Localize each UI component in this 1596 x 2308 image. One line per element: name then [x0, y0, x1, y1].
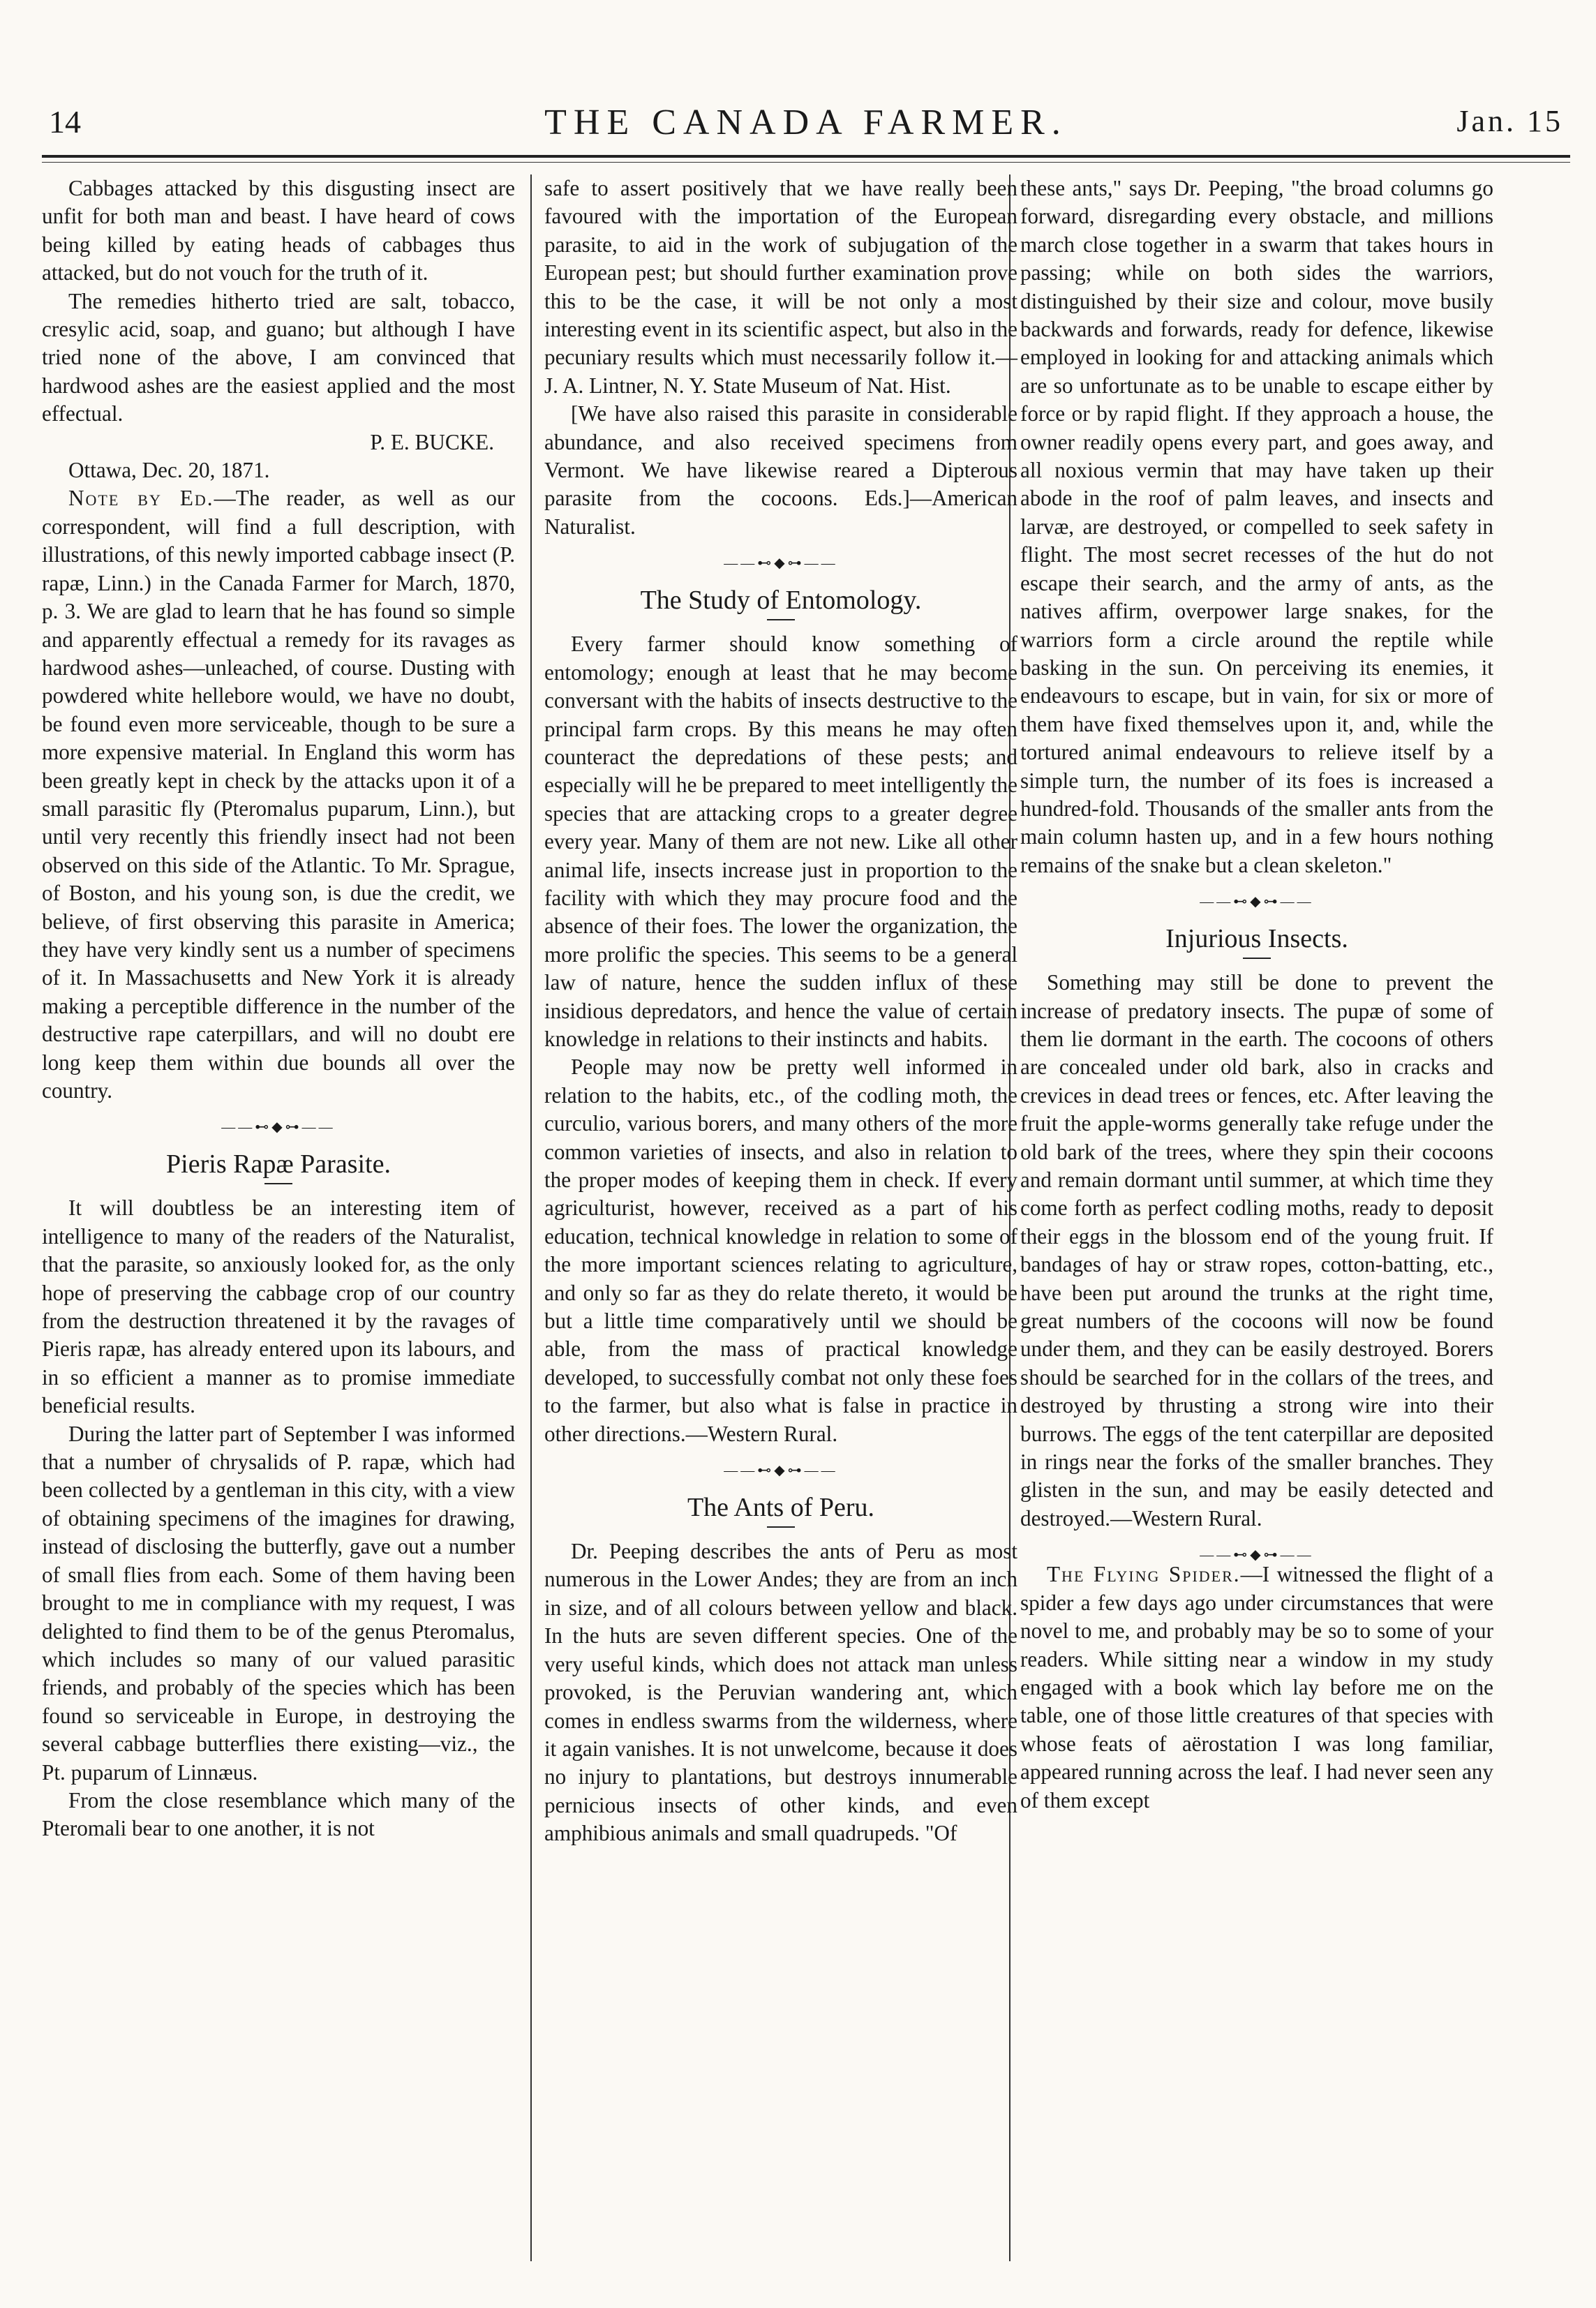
heading-rule	[767, 619, 795, 620]
paragraph	[1020, 1561, 1493, 1815]
page-header	[42, 103, 1570, 145]
paragraph: these ants," says Dr. Peeping, "the broad columns go forward, disregarding every obstacle, and millions march close together in a swarm that takes hours in passing; while on both sides the warriors, distinguished by their size and colour, move busily backwards and forwards, ready for defence, likewise employed in looking for and attacking animals which are so unfortunate as to be unable to escape either by force or by rapid flight. If they approach a house, the owner readily opens every part, and goes away, and all noxious vermin that may have taken up their abode in the roof of palm leaves, and insects and larvæ, are destroyed, or compelled to seek safety in flight. The most secret recesses of the hut do not escape their search, and the army of ants, as the natives affirm, overpower large snakes, for the warriors form a circle around the reptile while basking in the sun. On perceiving its enemies, it endeavours to escape, but in vain, for six or more of them have fixed themselves upon it, and, while the tortured animal endeavours to relieve itself by a simple turn, the number of its foes is increased a hundred-fold. Thousands of the smaller ants from the main column hasten up, and in a few hours nothing remains of the snake but a clean skeleton."	[1020, 176, 1493, 877]
dateline: Ottawa, Dec. 20, 1871.	[68, 458, 270, 483]
heading-rule	[264, 1183, 292, 1184]
newspaper-title: THE CANADA FARMER.	[544, 103, 1068, 142]
column-1	[42, 174, 515, 1843]
section-ornament: ——⊷◆⊶——	[221, 1119, 336, 1136]
header-rule-thin	[42, 162, 1570, 163]
editor-note	[42, 484, 515, 1105]
issue-date: Jan. 15	[1456, 104, 1563, 138]
heading-rule	[767, 1526, 795, 1528]
paragraph: Dr. Peeping describes the ants of Peru as most numerous in the Lower Andes; they are from an inch in size, and of all colours between yellow and black. In the huts are seven different species. One of the very useful kinds, which does not attack man unless provoked, is the Peruvian wandering ant, which comes in endless swarms from the wilderness, where it again vanishes. It is not unwelcome, because it does no injury to plantations, but destroys innumerable pernicious insects of other kinds, and even amphibious animals and small quadrupeds. "Of	[544, 1539, 1017, 1846]
header-rule	[42, 155, 1570, 158]
article-heading: Injurious Insects.	[1165, 924, 1348, 954]
section-ornament: ——⊷◆⊶——	[1200, 894, 1314, 910]
paragraph: Cabbages attacked by this disgusting insect are unfit for both man and beast. I have heard of cows being killed by eating heads of cabbages thus attacked, but do not vouch for the truth of it.	[42, 176, 515, 285]
column-2	[544, 174, 1017, 1848]
signature: P. E. BUCKE.	[370, 429, 494, 454]
note-text: —The reader, as well as our correspondent, will find a full description, with illustrations, of this newly imported cabbage insect (P. rapæ, Linn.) in the Canada Farmer for March, 1870, p. 3. We are glad to learn that he has found so simple and apparently effectual a remedy for its ravages as hardwood ashes—unleached, of course. Dusting with powdered white hellebore would, we have no doubt, be found even more serviceable, though to be sure a more expensive material. In England this worm has been greatly kept in check by the attacks upon it of a small parasitic fly (Pteromalus puparum, Linn.), but until very recently this friendly insect had not been observed on this side of the Atlantic. To Mr. Sprague, of Boston, and his young son, is due the credit, we believe, of first observing this parasite in America; they have very kindly sent us a number of specimens of it. In Massachusetts and New York it is already making a perceptible difference in the number of the destructive rape caterpillars, and will no doubt ere long keep them within due bounds all over the country.	[42, 486, 515, 1103]
column-3	[1020, 174, 1493, 1815]
item-lead: The Flying Spider.	[1047, 1562, 1241, 1587]
section-ornament: ——⊷◆⊶——	[724, 1463, 838, 1479]
paragraph: Every farmer should know something of entomology; enough at least that he may become conversant with the habits of insects destructive to the principal farm crops. By this means he may often counteract the depredations of these pests; and especially will he be prepared to meet intelligently the species that are attacking crops to a greater degree every year. Many of them are not new. Like all other animal life, insects increase just in proportion to the facility with which they may procure food and the absence of their foes. The lower the organization, the more prolific the species. This seems to be a general law of nature, hence the sudden influx of these insidious depredators, and hence the value of certain knowledge in relations to their instincts and habits.	[544, 632, 1017, 1051]
article-heading: Pieris Rapæ Parasite.	[166, 1149, 391, 1179]
item-text: —I witnessed the flight of a spider a few days ago under circumstances that were novel to me, and probably may be so to some of your readers. While sitting near a window in my study engaged with a book which lay before me on the table, one of those little creatures of that species with whose feats of aërostation I was long familiar, appeared running across the leaf. I had never seen any of them except	[1020, 1562, 1493, 1812]
paragraph: [We have also raised this parasite in considerable abundance, and also received specimens from Vermont. We have likewise reared a Dipterous parasite from the cocoons. Eds.]—American Naturalist.	[544, 401, 1017, 539]
section-ornament: ——⊷◆⊶——	[724, 556, 838, 572]
section-ornament: ——⊷◆⊶——	[1200, 1547, 1314, 1563]
article-heading: The Ants of Peru.	[687, 1493, 875, 1523]
paragraph: safe to assert positively that we have really been favoured with the importation of the European parasite, to aid in the work of subjugation of the European pest; but should further examination prove this to be the case, it will be not only a most interesting event in its scientific aspect, but also in the pecuniary results which must necessarily follow it.—J. A. Lintner, N. Y. State Museum of Nat. Hist.	[544, 176, 1017, 398]
paragraph: It will doubtless be an interesting item of intelligence to many of the readers of the Naturalist, that the parasite, so anxiously looked for, as the only hope of preserving the cabbage crop of our country from the destruction threatened it by the ravages of Pieris rapæ, has already entered upon its labours, and in so efficient a manner as to promise immediate beneficial results.	[42, 1196, 515, 1418]
paragraph: Something may still be done to prevent the increase of predatory insects. The pupæ of some of them lie dormant in the earth. The cocoons of others are concealed under old bark, also in cracks and crevices in dead trees or fences, etc. After leaving the fruit the apple-worms generally take refuge under the old bark of the trees, where they spin their cocoons and remain dormant until summer, at which time they come forth as perfect codling moths, ready to deposit their eggs in the blossom end of the young fruit. If bandages of hay or straw ropes, cotton-batting, etc., have been put around the trunks at the right time, great numbers of the cocoons will now be found under them, and they can be easily destroyed. Borers should be searched for in the collars of the trees, and destroyed by thrusting a strong wire into their burrows. The eggs of the tent caterpillar are deposited in rings near the forks of the smaller branches. They glisten in the sun, and may be easily detected and destroyed.—Western Rural.	[1020, 970, 1493, 1531]
column-divider	[530, 174, 532, 2261]
paragraph: People may now be pretty well informed in relation to the habits, etc., of the codling moth, the curculio, various borers, and many others of the more common varieties of insects, and also in relation to the proper modes of keeping them in check. If every agriculturist, however, received as a part of his education, technical knowledge in relation to some of the more important sciences relating to agriculture, and only so far as they do relate thereto, it would be but a little time comparatively until we should be able, from the mass of practical knowledge developed, to successfully combat not only these foes to the farmer, but also what is false in practice in other directions.—Western Rural.	[544, 1055, 1017, 1446]
note-lead: Note by Ed.	[68, 486, 214, 511]
heading-rule	[1243, 958, 1271, 959]
page-number: 14	[49, 104, 81, 140]
paragraph: From the close resemblance which many of the Pteromali bear to one another, it is not	[42, 1787, 515, 1841]
paragraph: During the latter part of September I was informed that a number of chrysalids of P. rapæ, which had been collected by a gentleman in this city, with a view of obtaining specimens of the imagines for drawing, instead of disclosing the butterfly, gave out a number of small flies from each. Some of them having been brought to me in compliance with my request, I was delighted to find them to be of the genus Pteromalus, which includes so many of our valued parasitic friends, and probably of the species which has been found so serviceable in Europe, in destroying the several cabbage butterflies there existing—viz., the Pt. puparum of Linnæus.	[42, 1421, 515, 1785]
article-heading: The Study of Entomology.	[640, 586, 922, 616]
paragraph: The remedies hitherto tried are salt, tobacco, cresylic acid, soap, and guano; but although I have tried none of the above, I am convinced that hardwood ashes are the easiest applied and the most effectual.	[42, 288, 515, 426]
